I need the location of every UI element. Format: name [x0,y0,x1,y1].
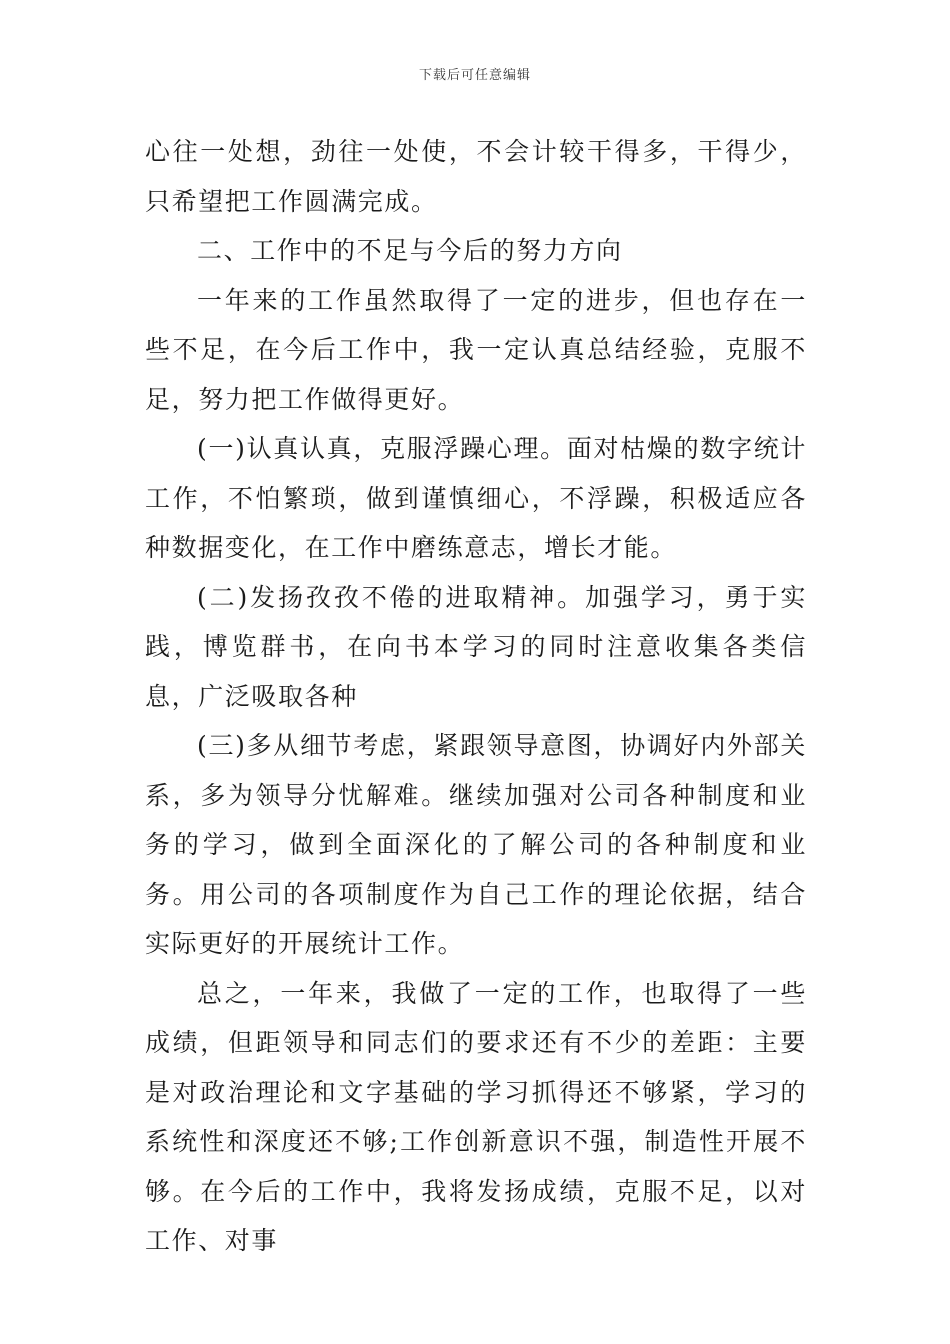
paragraph-1: 心往一处想，劲往一处使，不会计较干得多，干得少，只希望把工作圆满完成。 [145,137,807,216]
paragraph-6: (三)多从细节考虑，紧跟领导意图，协调好内外部关系，多为领导分忧解难。继续加强对公司各种制度和业务的学习，做到全面深化的了解公司的各种制度和业务。用公司的各项制度作为自己工作的理论依据，结合实际更好的开展统计工作。 [145,731,807,958]
paragraph-5: (二)发扬孜孜不倦的进取精神。加强学习，勇于实践，博览群书，在向书本学习的同时注意收集各类信息，广泛吸取各种 [145,582,807,711]
paragraph-3: 一年来的工作虽然取得了一定的进步，但也存在一些不足，在今后工作中，我一定认真总结经验，克服不足，努力把工作做得更好。 [145,285,807,414]
document-body [145,127,807,1266]
section-heading-2: 二、工作中的不足与今后的努力方向 [197,236,623,265]
page-header: 下载后可任意编辑 [418,68,531,83]
paragraph-7: 总之，一年来，我做了一定的工作，也取得了一些成绩，但距领导和同志们的要求还有不少的差距：主要是对政治理论和文字基础的学习抓得还不够紧，学习的系统性和深度还不够;工作创新意识不强，制造性开展不够。在今后的工作中，我将发扬成绩，克服不足，以对工作、对事 [145,978,807,1255]
paragraph-4: (一)认真认真，克服浮躁心理。面对枯燥的数字统计工作，不怕繁琐，做到谨慎细心，不浮躁，积极适应各种数据变化，在工作中磨练意志，增长才能。 [145,434,807,562]
